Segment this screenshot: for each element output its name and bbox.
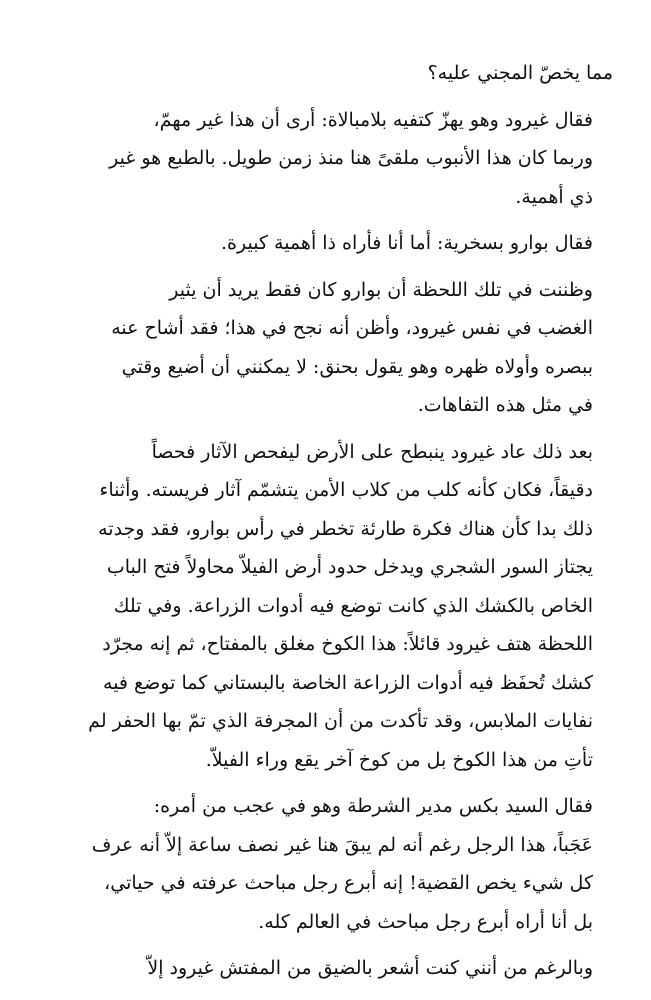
text-line: الخاص بالكشك الذي كانت توضع فيه أدوات الزراعة. وفي تلك (113, 594, 593, 617)
paragraph-6 (66, 787, 613, 941)
text-line: الغضب في نفس غيرود، وأظن أنه نجح في هذا؛ فقد أشاح عنه (111, 317, 593, 339)
text-line: فقال بوارو بسخرية: أما أنا فأراه ذا أهمية كبيرة. (220, 232, 593, 254)
text-line: فقال السيد بكس مدير الشرطة وهو في عجب من أمره: (153, 795, 593, 817)
text-line: ذلك بدا كأن هناك فكرة طارئة تخطر في رأس بوارو، فقد وجدته (98, 517, 593, 540)
text-line: في مثل هذه التفاهات. (417, 394, 593, 416)
text-line: نفايات الملابس، وقد تأكدت من أن المجرفة الذي تمّ بها الحفر لم (88, 710, 593, 732)
text-line: تأتِ من هذا الكوخ بل من كوخ آخر يقع وراء الفيلاّ. (205, 748, 593, 771)
paragraph-3 (66, 224, 613, 263)
text-line: مما يخصّ المجني عليه؟ (427, 62, 613, 84)
text-line: بعد ذلك عاد غيرود ينبطح على الأرض ليفحص الآثار فحصاً (151, 440, 593, 463)
text-line: بل أنا أراه أبرع رجل مباحث في العالم كله. (258, 910, 593, 933)
text-line: دقيقاً، فكان كأنه كلب من كلاب الأمن يتشمّم آثار فريسته. وأثناء (99, 479, 593, 501)
paragraph-4 (66, 271, 613, 425)
text-line: فقال غيرود وهو يهزّ كتفيه بلامبالاة: أرى أن هذا غير مهمّ، (153, 108, 593, 131)
text-line: كل شيء يخص القضية! إنه أبرع رجل مباحث عرفته في حياتي، (104, 872, 593, 894)
text-line: وبالرغم من أنني كنت أشعر بالضيق من المفتش غيرود إلاّ (147, 957, 593, 979)
text-line: وظننت في تلك اللحظة أن بوارو كان فقط يريد أن يثير (169, 278, 593, 301)
paragraph-1 (66, 54, 613, 93)
paragraph-5 (66, 433, 613, 780)
paragraph-7 (66, 949, 613, 988)
paragraph-2 (66, 101, 613, 217)
text-line: يجتاز السور الشجري ويدخل حدود أرض الفيلاّ محاولاً فتح الباب (106, 556, 593, 578)
text-line: وربما كان هذا الأنبوب ملقىً هنا منذ زمن طويل. بالطبع هو غير (109, 147, 593, 169)
text-line: ببصره وأولاه ظهره وهو يقول بحنق: لا يمكنني أن أضيع وقتي (121, 355, 593, 378)
text-line: عَجَباً، هذا الرجل رغم أنه لم يبقَ هنا غير نصف ساعة إلاّ أنه عرف (91, 833, 593, 856)
text-line: ذي أهمية. (515, 185, 593, 208)
book-page (66, 54, 613, 996)
text-line: كشك تُحفَظ فيه أدوات الزراعة الخاصة بالبستاني كما توضع فيه (103, 671, 593, 694)
text-line: اللحظة هتف غيرود قائلاً: هذا الكوخ مغلق بالمفتاح، ثم إنه مجرّد (102, 633, 593, 655)
